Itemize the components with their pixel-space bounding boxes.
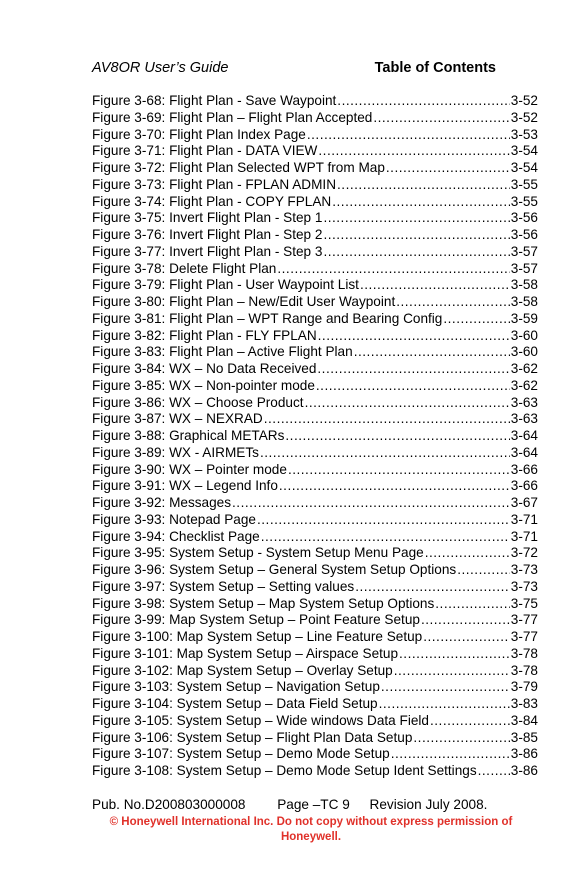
toc-entry[interactable] [92,596,538,613]
toc-entry-page: 3-73 [510,578,538,594]
toc-entry[interactable] [92,445,538,462]
toc-entry[interactable] [92,545,538,562]
toc-entry[interactable] [92,411,538,428]
toc-entry-page: 3-66 [510,478,538,494]
dot-leader [381,679,510,696]
toc-entry-label: Figure 3-86: WX – Choose Product [92,394,304,410]
toc-entry[interactable] [92,143,538,160]
toc-entry-page: 3-75 [510,595,538,611]
dot-leader [394,663,510,680]
toc-entry-page: 3-73 [510,562,538,577]
dot-leader [386,160,510,177]
dot-leader [323,210,509,227]
toc-entry-label: Figure 3-93: Notepad Page [92,511,256,527]
copyright-line-1: © Honeywell International Inc. Do not copy without express permission of [109,816,513,828]
toc-entry[interactable] [92,562,538,579]
dot-leader [399,646,510,663]
toc-entry-page: 3-59 [510,310,538,326]
toc-entry-page: 3-58 [510,294,538,309]
dot-leader [307,127,510,144]
toc-entry[interactable] [92,462,538,479]
toc-entry[interactable] [92,679,538,696]
toc-entry[interactable] [92,730,538,747]
toc-entry-page: 3-60 [510,344,538,360]
dot-leader [413,730,509,747]
toc-entry[interactable] [92,495,538,512]
toc-entry-page: 3-62 [510,377,538,393]
toc-entry-page: 3-67 [510,495,538,510]
toc-entry-label: Figure 3-105: System Setup – Wide windows Data Field [92,712,429,728]
toc-entry-label: Figure 3-106: System Setup – Flight Plan Data Setup [92,729,413,745]
toc-entry-page: 3-85 [510,729,538,745]
toc-entry-page: 3-57 [510,243,538,259]
toc-entry-label: Figure 3-95: System Setup - System Setup Menu Page [92,545,424,561]
toc-entry-label: Figure 3-89: WX - AIRMETs [92,444,259,460]
toc-entry[interactable] [92,713,538,730]
toc-entry-label: Figure 3-94: Checklist Page [92,528,260,544]
dot-leader [257,512,510,529]
toc-entry-label: Figure 3-70: Flight Plan Index Page [92,126,306,142]
toc-entry-page: 3-77 [510,612,538,628]
dot-leader [305,395,510,412]
page-number: Page –TC 9 [277,797,350,812]
dot-leader [423,629,510,646]
toc-entry-page: 3-86 [510,763,538,778]
toc-entry-label: Figure 3-99: Map System Setup – Point Feature Setup [92,612,420,628]
toc-entry-label: Figure 3-69: Flight Plan – Flight Plan Accepted [92,109,373,125]
toc-entry-page: 3-55 [510,193,538,209]
toc-entry-page: 3-83 [510,696,538,711]
toc-entry[interactable] [92,512,538,529]
dot-leader [360,277,510,294]
dot-leader [354,344,510,361]
toc-entry[interactable] [92,763,538,780]
toc-entry-label: Figure 3-81: Flight Plan – WPT Range and Bearing Config [92,310,443,326]
dot-leader [264,411,510,428]
toc-entry[interactable] [92,361,538,378]
toc-entry[interactable] [92,227,538,244]
toc-entry-label: Figure 3-96: System Setup – General System Setup Options [92,562,457,577]
toc-entry-page: 3-62 [510,361,538,376]
dot-leader [373,110,509,127]
dot-leader [332,194,510,211]
dot-leader [337,93,509,110]
toc-entry-label: Figure 3-108: System Setup – Demo Mode Setup Ident Settings [92,763,477,778]
toc-entry-label: Figure 3-79: Flight Plan - User Waypoint List [92,277,359,293]
document-title: AV8OR User’s Guide [92,60,229,76]
toc-entry[interactable] [92,529,538,546]
toc-entry-page: 3-79 [510,679,538,695]
toc-entry-page: 3-57 [510,260,538,276]
toc-entry-page: 3-71 [510,511,538,527]
dot-leader [279,478,510,495]
dot-leader [261,529,510,546]
dot-leader [391,746,510,763]
toc-entry-page: 3-78 [510,645,538,661]
toc-entry[interactable] [92,378,538,395]
toc-entry-page: 3-77 [510,629,538,644]
page-footer [92,797,512,812]
toc-entry-label: Figure 3-101: Map System Setup – Airspace Setup [92,645,399,661]
toc-entry-page: 3-60 [510,327,538,343]
dot-leader [318,328,510,345]
toc-entry[interactable] [92,261,538,278]
toc-entry-label: Figure 3-72: Flight Plan Selected WPT from Map [92,160,385,175]
dot-leader [232,495,510,512]
toc-entry[interactable] [92,328,538,345]
dot-leader [277,261,509,278]
copyright-line-2: Honeywell. [280,831,342,843]
toc-entry[interactable] [92,277,538,294]
toc-entry-page: 3-56 [510,210,538,226]
dot-leader [421,612,510,629]
toc-entry[interactable] [92,629,538,646]
toc-entry-page: 3-63 [510,394,538,410]
dot-leader [316,378,510,395]
toc-entry[interactable] [92,395,538,412]
toc-entry-page: 3-66 [510,461,538,477]
toc-entry-page: 3-54 [510,143,538,159]
dot-leader [425,545,510,562]
toc-entry-page: 3-84 [510,712,538,728]
toc-entry[interactable] [92,244,538,261]
toc-entry[interactable] [92,646,538,663]
toc-entry-label: Figure 3-102: Map System Setup – Overlay Setup [92,662,393,678]
toc-entry[interactable] [92,177,538,194]
dot-leader [317,361,509,378]
toc-entry-page: 3-52 [510,109,538,125]
toc-entry-page: 3-71 [510,528,538,544]
toc-entry[interactable] [92,478,538,495]
toc-entry-label: Figure 3-76: Invert Flight Plan - Step 2 [92,227,323,242]
dot-leader [260,445,510,462]
toc-entry-label: Figure 3-87: WX – NEXRAD [92,411,263,427]
toc-entry-label: Figure 3-92: Messages [92,495,232,510]
toc-entry-page: 3-72 [510,545,538,561]
toc-entry[interactable] [92,428,538,445]
toc-entry-page: 3-86 [510,746,538,762]
section-title: Table of Contents [374,60,496,76]
table-of-figures [92,93,538,780]
toc-entry-label: Figure 3-82: Flight Plan - FLY FPLAN [92,327,317,343]
toc-entry-label: Figure 3-97: System Setup – Setting values [92,578,355,594]
publication-number: Pub. No.D200803000008 [92,797,246,812]
dot-leader [430,713,510,730]
toc-entry[interactable] [92,696,538,713]
toc-entry-label: Figure 3-78: Delete Flight Plan [92,260,277,276]
toc-entry[interactable] [92,746,538,763]
toc-entry[interactable] [92,579,538,596]
toc-entry-page: 3-78 [510,662,538,678]
toc-entry-label: Figure 3-104: System Setup – Data Field Setup [92,696,378,711]
toc-entry[interactable] [92,663,538,680]
toc-entry[interactable] [92,210,538,227]
toc-entry-label: Figure 3-68: Flight Plan - Save Waypoint [92,93,337,108]
dot-leader [443,311,509,328]
toc-entry-label: Figure 3-77: Invert Flight Plan - Step 3 [92,243,323,259]
toc-entry-page: 3-63 [510,411,538,427]
dot-leader [323,244,509,261]
toc-entry[interactable] [92,311,538,328]
toc-entry[interactable] [92,127,538,144]
toc-entry-label: Figure 3-88: Graphical METARs [92,428,285,443]
dot-leader [318,143,509,160]
toc-entry-label: Figure 3-91: WX – Legend Info [92,478,278,494]
dot-leader [288,462,510,479]
dot-leader [337,177,510,194]
dot-leader [323,227,509,244]
toc-entry[interactable] [92,160,538,177]
toc-entry[interactable] [92,612,538,629]
toc-entry-label: Figure 3-74: Flight Plan - COPY FPLAN [92,193,332,209]
toc-entry-label: Figure 3-103: System Setup – Navigation Setup [92,679,380,695]
toc-entry-page: 3-58 [510,277,538,293]
page-header [92,58,496,80]
toc-entry[interactable] [92,93,538,110]
toc-entry-label: Figure 3-80: Flight Plan – New/Edit User Waypoint [92,294,396,309]
toc-entry-page: 3-54 [510,160,538,175]
toc-entry-label: Figure 3-85: WX – Non-pointer mode [92,377,315,393]
dot-leader [435,596,510,613]
toc-entry-page: 3-55 [510,176,538,192]
toc-entry-label: Figure 3-75: Invert Flight Plan - Step 1 [92,210,323,226]
toc-entry-page: 3-64 [510,428,538,443]
revision-date: Revision July 2008. [369,797,488,812]
toc-entry-label: Figure 3-98: System Setup – Map System Setup Options [92,595,435,611]
toc-entry-label: Figure 3-100: Map System Setup – Line Feature Setup [92,629,423,644]
dot-leader [379,696,510,713]
toc-entry-label: Figure 3-90: WX – Pointer mode [92,461,287,477]
toc-entry[interactable] [92,110,538,127]
dot-leader [478,763,510,780]
toc-entry[interactable] [92,194,538,211]
toc-entry-page: 3-56 [510,227,538,242]
toc-entry[interactable] [92,344,538,361]
dot-leader [457,562,510,579]
toc-entry-label: Figure 3-71: Flight Plan - DATA VIEW [92,143,318,159]
dot-leader [285,428,509,445]
toc-entry-page: 3-53 [510,126,538,142]
toc-entry-label: Figure 3-107: System Setup – Demo Mode Setup [92,746,390,762]
toc-entry-page: 3-52 [510,93,538,108]
toc-entry-label: Figure 3-73: Flight Plan - FPLAN ADMIN [92,176,337,192]
dot-leader [355,579,510,596]
toc-entry-label: Figure 3-84: WX – No Data Received [92,361,317,376]
toc-entry-page: 3-64 [510,444,538,460]
dot-leader [396,294,510,311]
toc-entry-label: Figure 3-83: Flight Plan – Active Flight Plan [92,344,353,360]
copyright-notice [96,815,526,845]
toc-entry[interactable] [92,294,538,311]
